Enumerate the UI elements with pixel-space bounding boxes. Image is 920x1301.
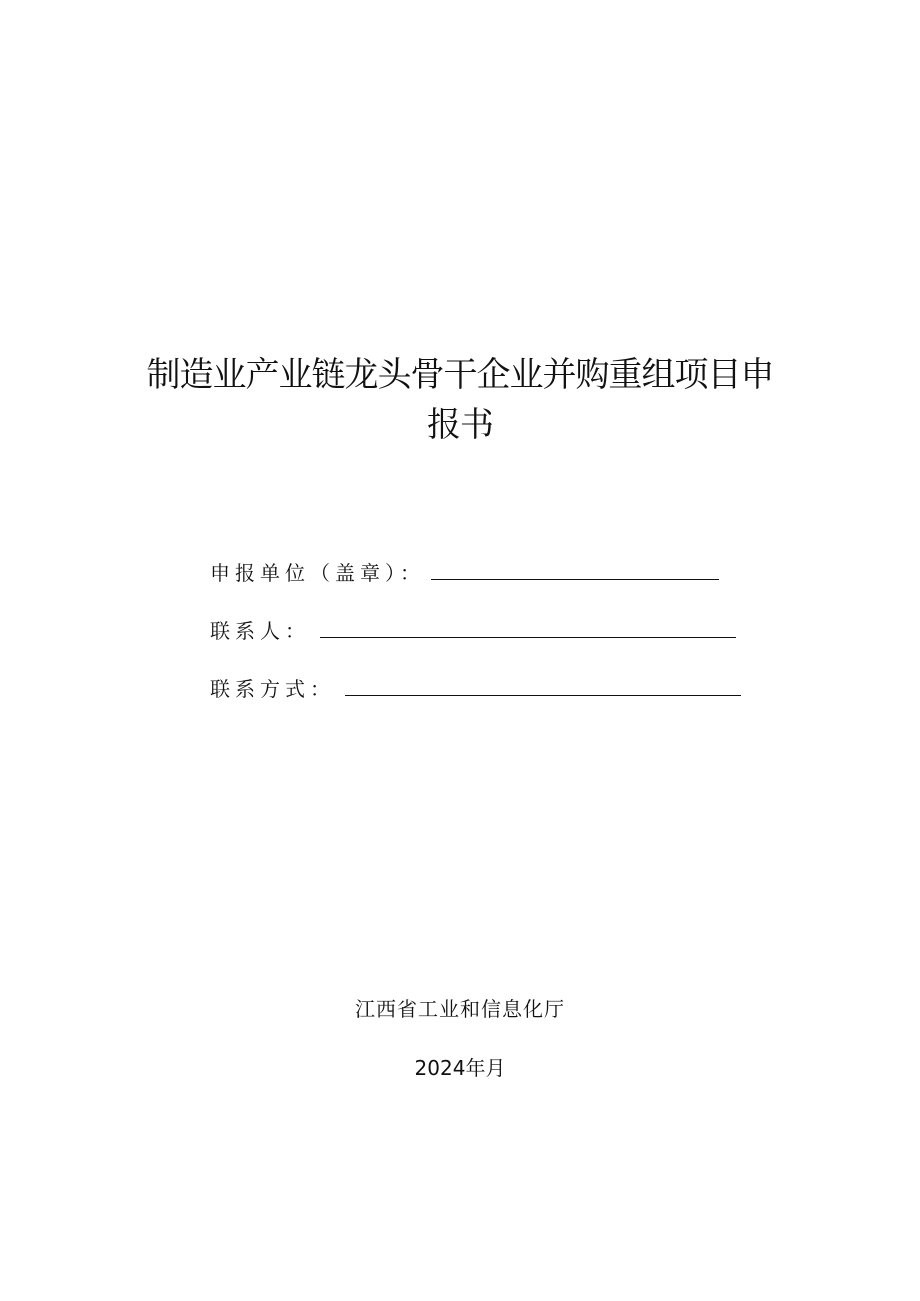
document-title-line-2: 报书 bbox=[427, 405, 493, 445]
contact-person-label: 联系人： bbox=[210, 619, 310, 643]
applicant-unit-field bbox=[210, 556, 719, 586]
issuing-organization: 江西省工业和信息化厅 bbox=[355, 997, 565, 1021]
contact-method-blank[interactable] bbox=[345, 694, 741, 696]
document-title bbox=[140, 350, 780, 450]
contact-person-blank[interactable] bbox=[320, 636, 736, 638]
contact-person-field bbox=[210, 614, 736, 644]
contact-method-label: 联系方式： bbox=[210, 677, 335, 701]
applicant-unit-blank[interactable] bbox=[431, 578, 719, 580]
document-date: 2024年月 bbox=[414, 1056, 506, 1080]
document-title-line-1: 制造业产业链龙头骨干企业并购重组项目申 bbox=[146, 355, 774, 395]
contact-method-field bbox=[210, 672, 741, 702]
applicant-unit-label: 申报单位（盖章）： bbox=[210, 561, 425, 585]
